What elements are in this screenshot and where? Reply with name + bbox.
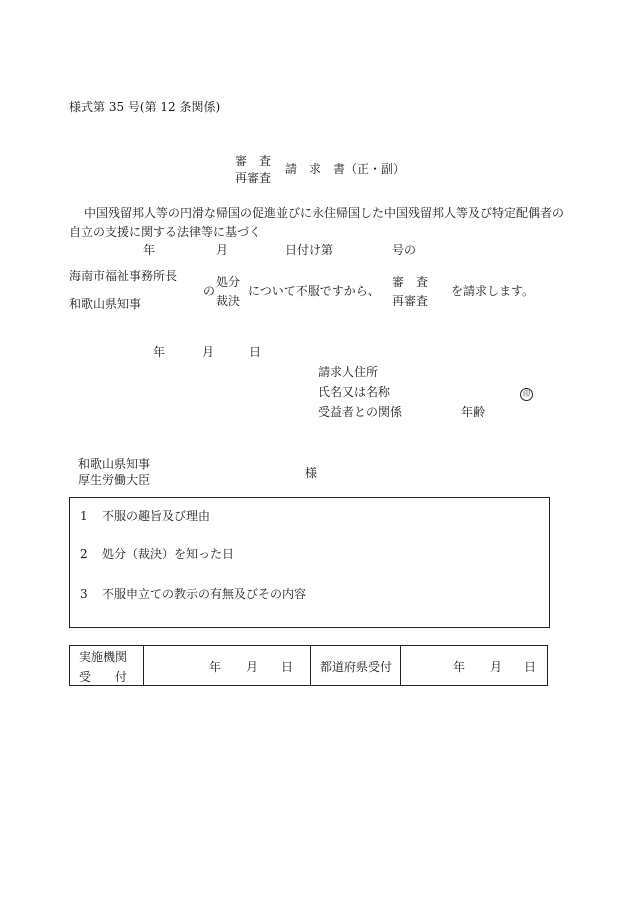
intro-line1: 中国残留邦人等の円滑な帰国の促進並びに永住帰国した中国残留邦人等及び特定配偶者の [84, 206, 565, 220]
issuer-decision-2: 裁決 [216, 294, 241, 308]
addressee-option-1: 和歌山県知事 [78, 457, 151, 471]
pref-receipt-year: 年 [453, 660, 466, 674]
agency-receipt-month: 月 [246, 660, 259, 674]
addressee-honorific: 様 [305, 466, 318, 480]
seal-mark [520, 386, 533, 401]
agency-receipt-label-1: 実施機関 [79, 650, 128, 664]
agency-receipt-day: 日 [281, 660, 294, 674]
receipt-table [69, 645, 548, 686]
issuer-option-1: 海南市福祉事務所長 [69, 269, 178, 283]
issuer-option-2: 和歌山県知事 [69, 297, 142, 311]
receipt-divider-1 [143, 646, 144, 685]
requester-address-label: 請求人住所 [318, 365, 379, 379]
requester-age-label: 年齢 [461, 405, 486, 419]
title-main: 請 求 書（正・副） [285, 162, 406, 176]
requester-name-label: 氏名又は名称 [318, 385, 391, 399]
items-box [69, 497, 550, 628]
form-number: 様式第 35 号(第 12 条関係) [69, 100, 221, 114]
date-year: 年 [153, 345, 166, 359]
requester-relation-label: 受益者との関係 [318, 405, 403, 419]
seal-icon: 印 [520, 388, 533, 401]
intro-date-month: 月 [216, 243, 229, 257]
item-2-number: 2 [80, 547, 88, 561]
date-day: 日 [249, 345, 262, 359]
item-1-text: 不服の趣旨及び理由 [102, 509, 211, 523]
item-3-text: 不服申立ての教示の有無及びその内容 [102, 587, 307, 601]
title-review-line1: 審 査 [235, 154, 272, 168]
prefecture-receipt-label: 都道府県受付 [320, 660, 393, 674]
receipt-divider-2 [310, 646, 311, 685]
intro-date-ref: 日付け第 [285, 243, 334, 257]
receipt-divider-3 [400, 646, 401, 685]
intro-date-no: 号の [392, 243, 417, 257]
issuer-particle: の [203, 284, 216, 298]
issuer-review-1: 審 査 [392, 275, 429, 289]
issuer-middle-text: について不服ですから、 [248, 284, 380, 298]
agency-receipt-label-2: 受 付 [79, 670, 128, 684]
title-review-line2: 再審査 [235, 171, 272, 185]
intro-date-year: 年 [143, 243, 156, 257]
agency-receipt-year: 年 [209, 660, 222, 674]
pref-receipt-day: 日 [524, 660, 537, 674]
item-1-number: 1 [80, 509, 88, 523]
issuer-decision-1: 処分 [216, 275, 241, 289]
intro-line2: 自立の支援に関する法律等に基づく [69, 225, 262, 239]
issuer-review-2: 再審査 [392, 294, 429, 308]
issuer-ending: を請求します。 [451, 284, 535, 298]
pref-receipt-month: 月 [490, 660, 503, 674]
addressee-option-2: 厚生労働大臣 [78, 473, 151, 487]
item-2-text: 処分（裁決）を知った日 [102, 547, 235, 561]
item-3-number: 3 [80, 587, 88, 601]
date-month: 月 [202, 345, 215, 359]
